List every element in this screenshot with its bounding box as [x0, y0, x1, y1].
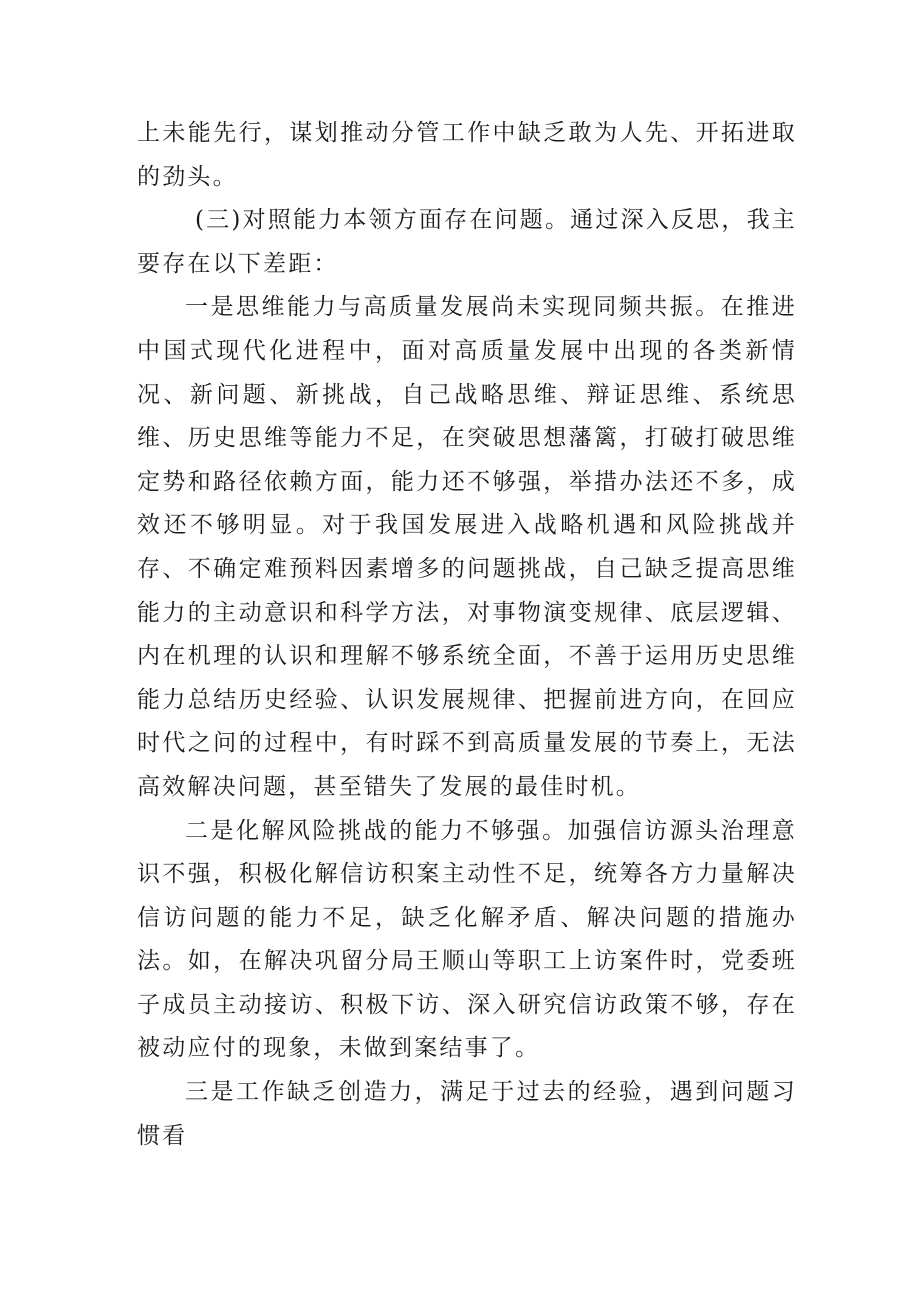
section-heading-three: (三)对照能力本领方面存在问题。通过深入反思，我主要存在以下差距： — [137, 207, 797, 277]
paragraph-point-one: 一是思维能力与高质量发展尚未实现同频共振。在推进中国式现代化进程中，面对高质量发展中出现的各类新情况、新问题、新挑战，自己战略思维、辩证思维、系统思维、历史思维等能力不足，在突破思想藩篱，打破打破思维定势和路径依赖方面，能力还不够强，举措办法还不多，成效还不够明显。对于我国发展进入战略机遇和风险挑战并存、不确定难预料因素增多的问题挑战，自己缺乏提高思维能力的主动意识和科学方法，对事物演变规律、底层逻辑、内在机理的认识和理解不够系统全面，不善于运用历史思维能力总结历史经验、认识发展规律、把握前进方向，在回应时代之问的过程中，有时踩不到高质量发展的节奏上，无法高效解决问题，甚至错失了发展的最佳时机。 — [137, 294, 797, 800]
paragraph-continuation: 上未能先行，谋划推动分管工作中缺乏敢为人先、开拓进取的劲头。 — [137, 120, 797, 190]
document-body — [137, 112, 797, 1158]
paragraph-point-two: 二是化解风险挑战的能力不够强。加强信访源头治理意识不强，积极化解信访积案主动性不足，统筹各方力量解决信访问题的能力不足，缺乏化解矛盾、解决问题的措施办法。如，在解决巩留分局王顺山等职工上访案件时，党委班子成员主动接访、积极下访、深入研究信访政策不够，存在被动应付的现象，未做到案结事了。 — [137, 817, 797, 1062]
paragraph-point-three: 三是工作缺乏创造力，满足于过去的经验，遇到问题习惯看 — [137, 1079, 797, 1149]
